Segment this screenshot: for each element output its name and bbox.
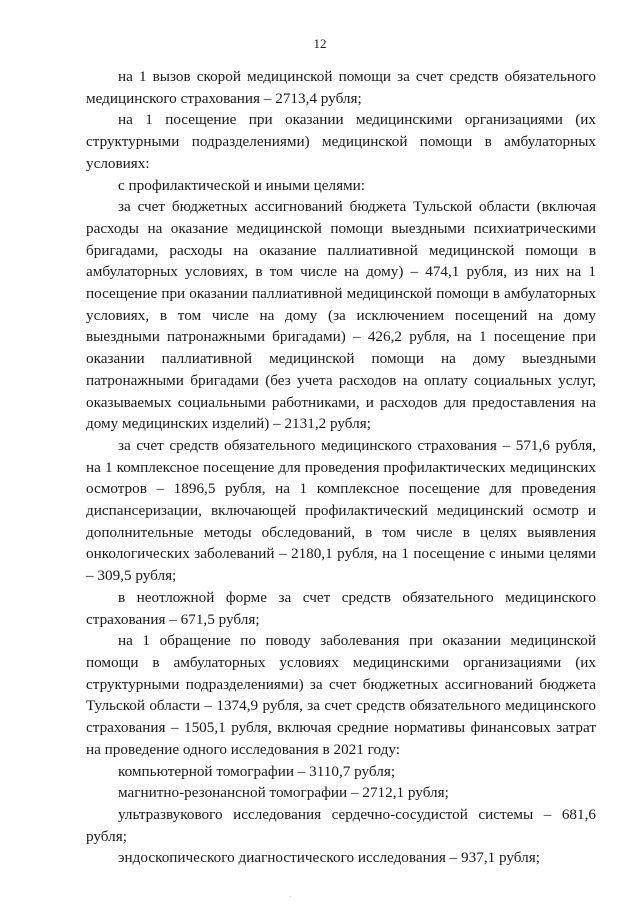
paragraph-ultrasound: ультразвукового исследования сердечно-сосудистой системы – 681,6 рубля;	[86, 805, 596, 845]
paragraph-mandatory-insurance: за счет средств обязательного медицинского страхования – 571,6 рубля, на 1 комплексное посещение для проведения профилактических медицинских осмотров – 1896,5 рубля, на 1 комплексное посещение для проведения диспансеризации, включающей профилактический медицинский осмотр и дополнительные методы обследований, в том числе в целях выявления онкологических заболеваний – 2180,1 рубля, на 1 посещение с иными целями – 309,5 рубля;	[86, 436, 596, 585]
paragraph-preventive-purposes: с профилактической и иными целями:	[118, 176, 366, 194]
paragraph-ambulance-call: на 1 вызов скорой медицинской помощи за счет средств обязательного медицинского страхования – 2713,4 рубля;	[86, 68, 596, 107]
paragraph-regional-budget: за счет бюджетных ассигнований бюджета Тульской области (включая расходы на оказание медицинской помощи выездными психиатрическими бригадами, расходы на оказание паллиативной медицинской помощи в амбулаторных условиях, в том числе на дому) – 474,1 рубля, из них на 1 посещение при оказании паллиативной медицинской помощи в амбулаторных условиях, в том числе на дому (за исключением посещений на дому выездными патронажными бригадами) – 426,2 рубля, на 1 посещение при оказании паллиативной медицинской помощи на дому выездными патронажными бригадами (без учета расходов на оплату социальных услуг, оказываемых социальными работниками, и расходов для предоставления на дому медицинских изделий) – 2131,2 рубля;	[86, 198, 596, 433]
paragraph-endoscopy: эндоскопического диагностического исследования – 937,1 рубля;	[118, 849, 540, 867]
document-body	[86, 66, 596, 869]
paragraph-computed-tomography: компьютерной томографии – 3110,7 рубля;	[118, 762, 396, 780]
paragraph-outpatient-visit: на 1 посещение при оказании медицинскими организациями (их структурными подразделениями) медицинской помощи в амбулаторных условиях:	[86, 111, 596, 172]
paragraph-urgent-form: в неотложной форме за счет средств обязательного медицинского страхования – 671,5 рубля;	[86, 588, 596, 628]
paragraph-disease-appeal: на 1 обращение по поводу заболевания при оказании медицинской помощи в амбулаторных условиях медицинскими организациями (их структурными подразделениями) за счет бюджетных ассигнований бюджета Тульской области – 1374,9 рубля, за счет средств обязательного медицинского страхования – 1505,1 рубля, включая средние нормативы финансовых затрат на проведение одного исследования в 2021 году:	[86, 632, 596, 758]
page-number: 12	[313, 36, 327, 51]
paragraph-mri: магнитно-резонансной томографии – 2712,1 рубля;	[118, 784, 449, 802]
scan-speck	[290, 896, 291, 897]
